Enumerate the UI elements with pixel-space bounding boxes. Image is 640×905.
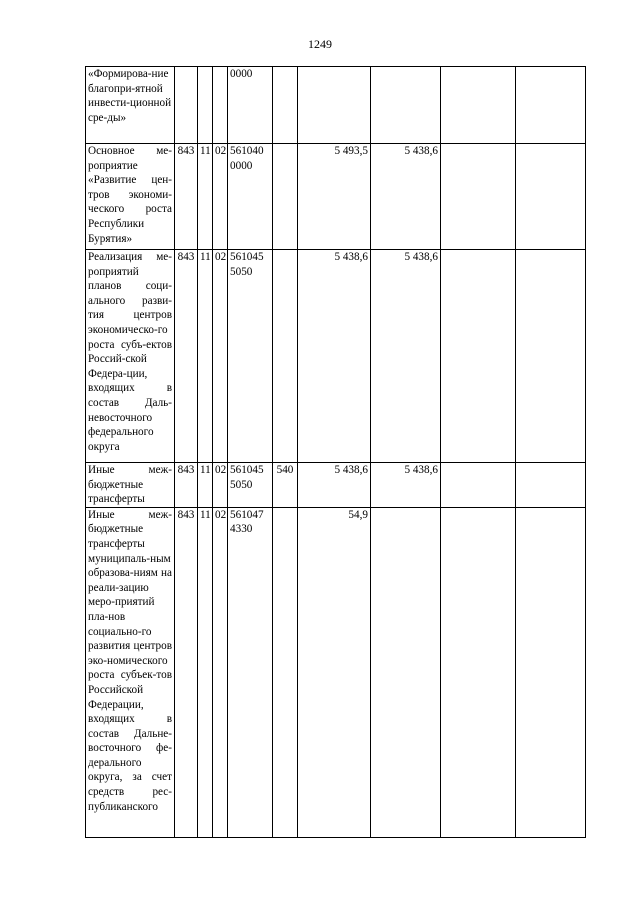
- cell-name: Иные меж-бюджетные трансферты: [86, 463, 175, 508]
- cell-amount-1: 54,9: [298, 507, 371, 837]
- cell-section-code: 11: [198, 144, 213, 250]
- cell-section-code: [198, 67, 213, 144]
- cell-name: Основное ме-роприятие «Развитие цен-тров экономи-ческого роста Республики Бурятия»: [86, 144, 175, 250]
- cell-section-code: 11: [198, 507, 213, 837]
- cell-subsection-code: 02: [213, 507, 228, 837]
- cell-amount-2: 5 438,6: [371, 463, 441, 508]
- cell-amount-3: [441, 250, 516, 463]
- cell-target-article-code: [228, 463, 273, 508]
- target-article-code-part: 561047: [230, 508, 264, 521]
- cell-amount-1: 5 438,6: [298, 250, 371, 463]
- cell-expense-type-code: [273, 250, 298, 463]
- budget-table: [85, 66, 586, 838]
- page-number: 1249: [308, 37, 332, 51]
- cell-amount-4: [516, 144, 586, 250]
- cell-amount-2: [371, 67, 441, 144]
- cell-amount-3: [441, 67, 516, 144]
- cell-target-article-code: [228, 67, 273, 144]
- cell-ministry-code: 843: [175, 144, 198, 250]
- target-article-code-part: 561045: [230, 251, 264, 263]
- target-article-code-part: 0000: [230, 68, 253, 80]
- cell-section-code: 11: [198, 250, 213, 463]
- cell-subsection-code: 02: [213, 144, 228, 250]
- cell-amount-4: [516, 250, 586, 463]
- cell-name: «Формирова-ние благопри-ятной инвести-ционной сре-ды»: [86, 67, 175, 144]
- cell-name: Реализация ме-роприятий планов соци-ального разви-тия центров экономическо-го роста субъ-ектов Россий-ской Федера-ции, входящих в состав Даль-невосточного федерального округа: [86, 250, 175, 463]
- cell-amount-4: [516, 507, 586, 837]
- cell-ministry-code: 843: [175, 507, 198, 837]
- table-body: [86, 67, 586, 838]
- cell-section-code: 11: [198, 463, 213, 508]
- cell-amount-1: 5 438,6: [298, 463, 371, 508]
- cell-name: Иные меж-бюджетные трансферты муниципаль-ным образова-ниям на реали-зацию меро-приятий пла-нов социально-го развития центров эко-номического роста субъек-тов Российской Федерации, входящих в состав Дальне-восточного фе-дерального округа, за счет средств рес-публиканского: [86, 507, 175, 837]
- cell-amount-2: 5 438,6: [371, 144, 441, 250]
- cell-amount-3: [441, 507, 516, 837]
- target-article-code-part: 561045: [230, 464, 264, 476]
- cell-amount-2: 5 438,6: [371, 250, 441, 463]
- cell-expense-type-code: [273, 67, 298, 144]
- cell-subsection-code: [213, 67, 228, 144]
- cell-amount-1: [298, 67, 371, 144]
- cell-expense-type-code: [273, 507, 298, 837]
- target-article-code-part: 0000: [230, 159, 253, 172]
- cell-ministry-code: [175, 67, 198, 144]
- target-article-code-part: 561040: [230, 145, 264, 157]
- cell-subsection-code: 02: [213, 250, 228, 463]
- cell-expense-type-code: [273, 144, 298, 250]
- target-article-code-part: 5050: [230, 478, 253, 491]
- cell-subsection-code: 02: [213, 463, 228, 508]
- cell-target-article-code: [228, 250, 273, 463]
- table-row: [86, 144, 586, 250]
- cell-amount-3: [441, 144, 516, 250]
- table-row: [86, 250, 586, 463]
- cell-amount-1: 5 493,5: [298, 144, 371, 250]
- cell-expense-type-code: 540: [273, 463, 298, 508]
- cell-target-article-code: [228, 507, 273, 837]
- target-article-code-part: 4330: [230, 523, 253, 536]
- cell-ministry-code: 843: [175, 250, 198, 463]
- table-row: [86, 463, 586, 508]
- target-article-code-part: 5050: [230, 265, 253, 278]
- cell-amount-4: [516, 67, 586, 144]
- cell-target-article-code: [228, 144, 273, 250]
- table-row: [86, 507, 586, 837]
- cell-amount-4: [516, 463, 586, 508]
- cell-ministry-code: 843: [175, 463, 198, 508]
- cell-amount-3: [441, 463, 516, 508]
- table-row: [86, 67, 586, 144]
- cell-amount-2: [371, 507, 441, 837]
